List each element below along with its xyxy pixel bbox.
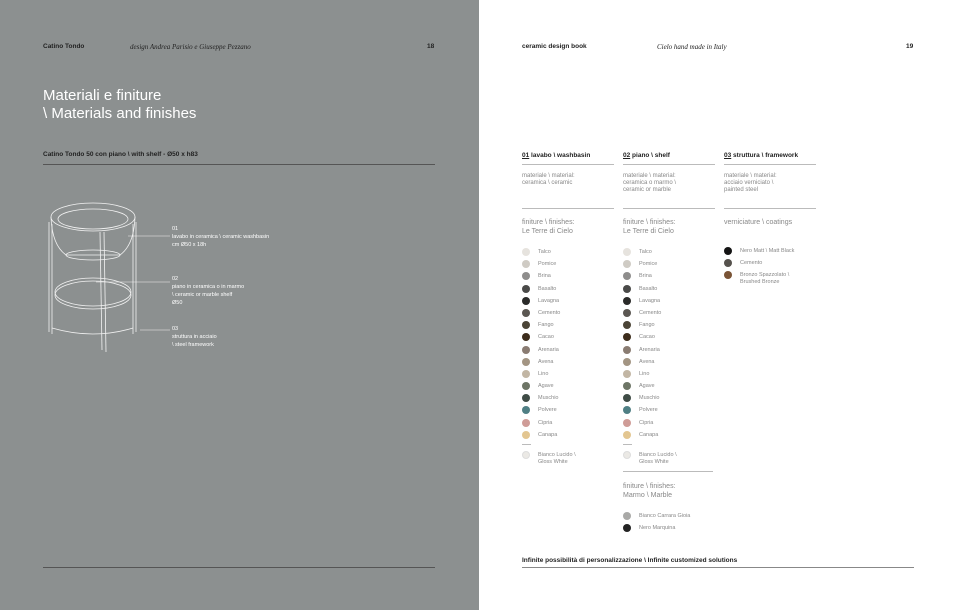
callout-number: 01 xyxy=(172,226,179,232)
swatch-dot xyxy=(522,272,530,280)
swatch-label: Pomice xyxy=(538,261,557,268)
swatch-item xyxy=(623,406,715,418)
swatch-item xyxy=(522,272,614,284)
swatch-item xyxy=(522,431,614,443)
swatch-label-line: Bianco Lucido \ xyxy=(639,452,677,458)
swatch-label: Agave xyxy=(538,383,554,390)
swatch-item xyxy=(724,259,816,271)
swatch-label: Nero Matt \ Matt Black xyxy=(740,248,795,254)
coating-swatch-list xyxy=(724,247,816,271)
swatch-label: Cipria xyxy=(639,419,654,426)
finish-title-line: finiture \ finishes: xyxy=(522,219,575,226)
column-heading xyxy=(623,152,715,165)
marble-finish-title xyxy=(623,482,715,500)
swatch-item xyxy=(522,346,614,358)
swatch-item xyxy=(623,260,715,272)
swatch-label: Muschio xyxy=(538,395,559,402)
swatch-dot xyxy=(623,394,631,402)
swatch-dot xyxy=(522,297,530,305)
coating-title xyxy=(724,218,816,227)
swatch-label: Avena xyxy=(538,358,554,365)
swatch-label: Cacao xyxy=(639,334,655,341)
swatch-dot xyxy=(623,260,631,268)
swatch-item xyxy=(522,358,614,370)
material-line: materiale \ material: xyxy=(724,173,777,179)
swatch-item xyxy=(623,285,715,297)
swatch-dot xyxy=(522,382,530,390)
swatch-label: Cemento xyxy=(740,260,763,267)
material-line: ceramic or marble xyxy=(623,187,672,193)
swatch-label: Bianco Carrara Gioia xyxy=(639,513,691,519)
swatch-label: Talco xyxy=(538,249,551,255)
header-book: ceramic design book xyxy=(522,43,587,50)
swatch-item xyxy=(522,370,614,382)
swatch-dot xyxy=(623,358,631,366)
finish-title-line: finiture \ finishes: xyxy=(623,219,676,226)
swatch-dot xyxy=(522,346,530,354)
swatch-item xyxy=(623,358,715,370)
swatch-label: Brina xyxy=(639,273,652,280)
swatch-dot xyxy=(724,259,732,267)
swatch-dot xyxy=(522,451,530,459)
finish-title xyxy=(522,218,614,236)
swatch-separator xyxy=(522,444,531,445)
swatch-label: Agave xyxy=(639,383,655,390)
swatch-item xyxy=(522,394,614,406)
swatch-item xyxy=(623,394,715,406)
customization-footer: Infinite possibilità di personalizzazione \ Infinite customized solutions xyxy=(522,557,738,564)
swatch-label: Fango xyxy=(538,322,554,329)
swatch-dot xyxy=(623,321,631,329)
header-tagline: Cielo hand made in Italy xyxy=(657,43,727,51)
swatch-dot xyxy=(623,451,631,459)
swatch-dot xyxy=(522,260,530,268)
swatch-dot xyxy=(522,406,530,414)
swatch-item xyxy=(623,297,715,309)
callout-line: Ø50 xyxy=(172,300,183,306)
swatch-label: Polvere xyxy=(639,407,658,414)
page-title xyxy=(43,87,196,123)
swatch-label: Basalto xyxy=(639,285,658,292)
header-product: Catino Tondo xyxy=(43,43,85,50)
swatch-item xyxy=(522,248,614,260)
swatch-dot xyxy=(522,419,530,427)
swatch-item xyxy=(522,406,614,418)
callout-line: piano in ceramica o in marmo xyxy=(172,284,245,290)
swatch-dot xyxy=(623,297,631,305)
swatch-label xyxy=(639,452,677,465)
swatch-item xyxy=(623,309,715,321)
swatch-item xyxy=(623,346,715,358)
callout-line: \ steel framework xyxy=(172,342,214,348)
swatch-item xyxy=(623,512,715,524)
swatch-item xyxy=(522,382,614,394)
swatch-label: Arenaria xyxy=(639,346,660,353)
material-info xyxy=(724,173,816,209)
swatch-label-line: Gloss White xyxy=(538,458,568,465)
swatch-item xyxy=(623,321,715,333)
swatch-item xyxy=(623,248,715,260)
swatch-dot xyxy=(522,285,530,293)
column-title: piano \ shelf xyxy=(632,152,670,159)
finish-title-line: Le Terre di Cielo xyxy=(522,228,573,235)
swatch-item xyxy=(522,297,614,309)
swatch-label: Cacao xyxy=(538,334,554,341)
swatch-label: Cemento xyxy=(538,309,561,316)
column-framework xyxy=(724,152,816,289)
column-number: 03 xyxy=(724,152,732,159)
swatch-item xyxy=(522,419,614,431)
header-design: design Andrea Parisio e Giuseppe Pezzano xyxy=(130,43,251,51)
column-shelf xyxy=(623,152,715,536)
swatch-label: Muschio xyxy=(639,395,660,402)
finish-title-line: Marmo \ Marble xyxy=(623,492,673,499)
callout-line: lavabo in ceramica \ ceramic washbasin xyxy=(172,234,270,240)
swatch-item xyxy=(724,247,816,259)
swatch-dot xyxy=(623,382,631,390)
washbasin-drawing xyxy=(36,200,186,360)
swatch-label: Canapa xyxy=(639,431,659,438)
finish-title-line: verniciature \ coatings xyxy=(724,219,793,226)
marble-swatch-list xyxy=(623,512,715,536)
swatch-dot xyxy=(623,333,631,341)
column-title: struttura \ framework xyxy=(733,152,799,159)
swatch-label: Avena xyxy=(639,358,655,365)
material-line: materiale \ material: xyxy=(623,173,676,179)
column-heading xyxy=(522,152,614,165)
column-number: 02 xyxy=(623,152,631,159)
left-page xyxy=(0,0,479,610)
swatch-item xyxy=(623,419,715,431)
swatch-label: Cemento xyxy=(639,309,662,316)
swatch-label: Lavagna xyxy=(538,297,560,304)
swatch-item xyxy=(623,431,715,443)
swatch-label xyxy=(740,272,789,285)
swatch-list xyxy=(623,248,715,443)
finish-title-line: Le Terre di Cielo xyxy=(623,228,674,235)
swatch-dot xyxy=(522,309,530,317)
column-number: 01 xyxy=(522,152,530,159)
material-line: materiale \ material: xyxy=(522,173,575,179)
swatch-item xyxy=(623,272,715,284)
swatch-dot xyxy=(623,272,631,280)
callout-shelf xyxy=(172,275,244,307)
swatch-item xyxy=(623,333,715,345)
swatch-label-line: Bronzo Spazzolato \ xyxy=(740,272,790,279)
swatch-dot xyxy=(522,358,530,366)
swatch-separator xyxy=(623,444,632,445)
swatch-gloss-white xyxy=(522,451,614,469)
material-line: painted steel xyxy=(724,187,759,193)
swatch-dot xyxy=(623,512,631,520)
column-washbasin xyxy=(522,152,614,469)
swatch-label: Polvere xyxy=(538,407,557,414)
swatch-label: Pomice xyxy=(639,261,658,268)
swatch-label: Lino xyxy=(538,370,549,377)
swatch-label-line: Gloss White xyxy=(639,458,669,465)
subtitle-rule xyxy=(43,164,435,165)
callout-number: 02 xyxy=(172,276,179,282)
page-number-right: 19 xyxy=(906,43,914,50)
swatch-dot xyxy=(522,248,530,256)
finish-title-line: finiture \ finishes: xyxy=(623,483,676,490)
callout-framework xyxy=(172,325,217,349)
callout-washbasin xyxy=(172,225,269,249)
swatch-dot xyxy=(623,524,631,532)
column-heading xyxy=(724,152,816,165)
material-info xyxy=(522,173,614,209)
swatch-dot xyxy=(623,285,631,293)
swatch-label: Talco xyxy=(639,249,652,255)
callout-line: cm Ø50 x 18h xyxy=(172,242,207,248)
right-page xyxy=(479,0,959,610)
swatch-item xyxy=(623,382,715,394)
swatch-item xyxy=(522,321,614,333)
swatch-brushed-bronze xyxy=(724,271,816,289)
swatch-item xyxy=(623,370,715,382)
material-info xyxy=(623,173,715,209)
callout-line: struttura in acciaio xyxy=(172,334,217,340)
swatch-label: Arenaria xyxy=(538,346,559,353)
material-line: ceramica \ ceramic xyxy=(522,180,573,186)
swatch-dot xyxy=(623,309,631,317)
swatch-dot xyxy=(522,394,530,402)
callout-number: 03 xyxy=(172,326,179,332)
swatch-label: Fango xyxy=(639,322,655,329)
swatch-item xyxy=(623,524,715,536)
swatch-label-line: Brushed Bronze xyxy=(740,278,780,285)
bottom-rule-left xyxy=(43,567,435,568)
swatch-item xyxy=(522,333,614,345)
swatch-label: Lavagna xyxy=(639,297,661,304)
swatch-gloss-white xyxy=(623,451,715,469)
swatch-label: Canapa xyxy=(538,431,558,438)
swatch-item xyxy=(522,260,614,272)
title-line-2: \ Materials and finishes xyxy=(43,105,197,122)
swatch-label: Basalto xyxy=(538,285,557,292)
finish-title xyxy=(623,218,715,236)
swatch-label: Cipria xyxy=(538,419,553,426)
swatch-dot xyxy=(522,333,530,341)
swatch-dot xyxy=(522,321,530,329)
material-line: ceramica o marmo \ xyxy=(623,180,677,186)
page-number-left: 18 xyxy=(427,43,435,50)
swatch-dot xyxy=(623,248,631,256)
swatch-dot xyxy=(623,406,631,414)
swatch-dot xyxy=(522,370,530,378)
bottom-rule-right xyxy=(522,567,914,568)
swatch-dot xyxy=(724,271,732,279)
swatch-dot xyxy=(623,431,631,439)
material-line: acciaio verniciato \ xyxy=(724,180,774,186)
column-title: lavabo \ washbasin xyxy=(531,152,591,159)
swatch-label: Nero Marquina xyxy=(639,525,676,532)
swatch-label: Lino xyxy=(639,370,650,377)
swatch-item xyxy=(522,285,614,297)
callout-line: \ ceramic or marble shelf xyxy=(172,292,233,298)
product-subtitle: Catino Tondo 50 con piano \ with shelf - Ø50 x h83 xyxy=(43,151,198,158)
swatch-list xyxy=(522,248,614,443)
swatch-label: Brina xyxy=(538,273,551,280)
swatch-dot xyxy=(522,431,530,439)
swatch-dot xyxy=(623,346,631,354)
swatch-dot xyxy=(623,370,631,378)
swatch-label xyxy=(538,452,576,465)
swatch-dot xyxy=(623,419,631,427)
marble-rule xyxy=(623,471,713,472)
swatch-dot xyxy=(724,247,732,255)
swatch-label-line: Bianco Lucido \ xyxy=(538,452,576,458)
swatch-item xyxy=(522,309,614,321)
title-line-1: Materiali e finiture xyxy=(43,87,162,104)
